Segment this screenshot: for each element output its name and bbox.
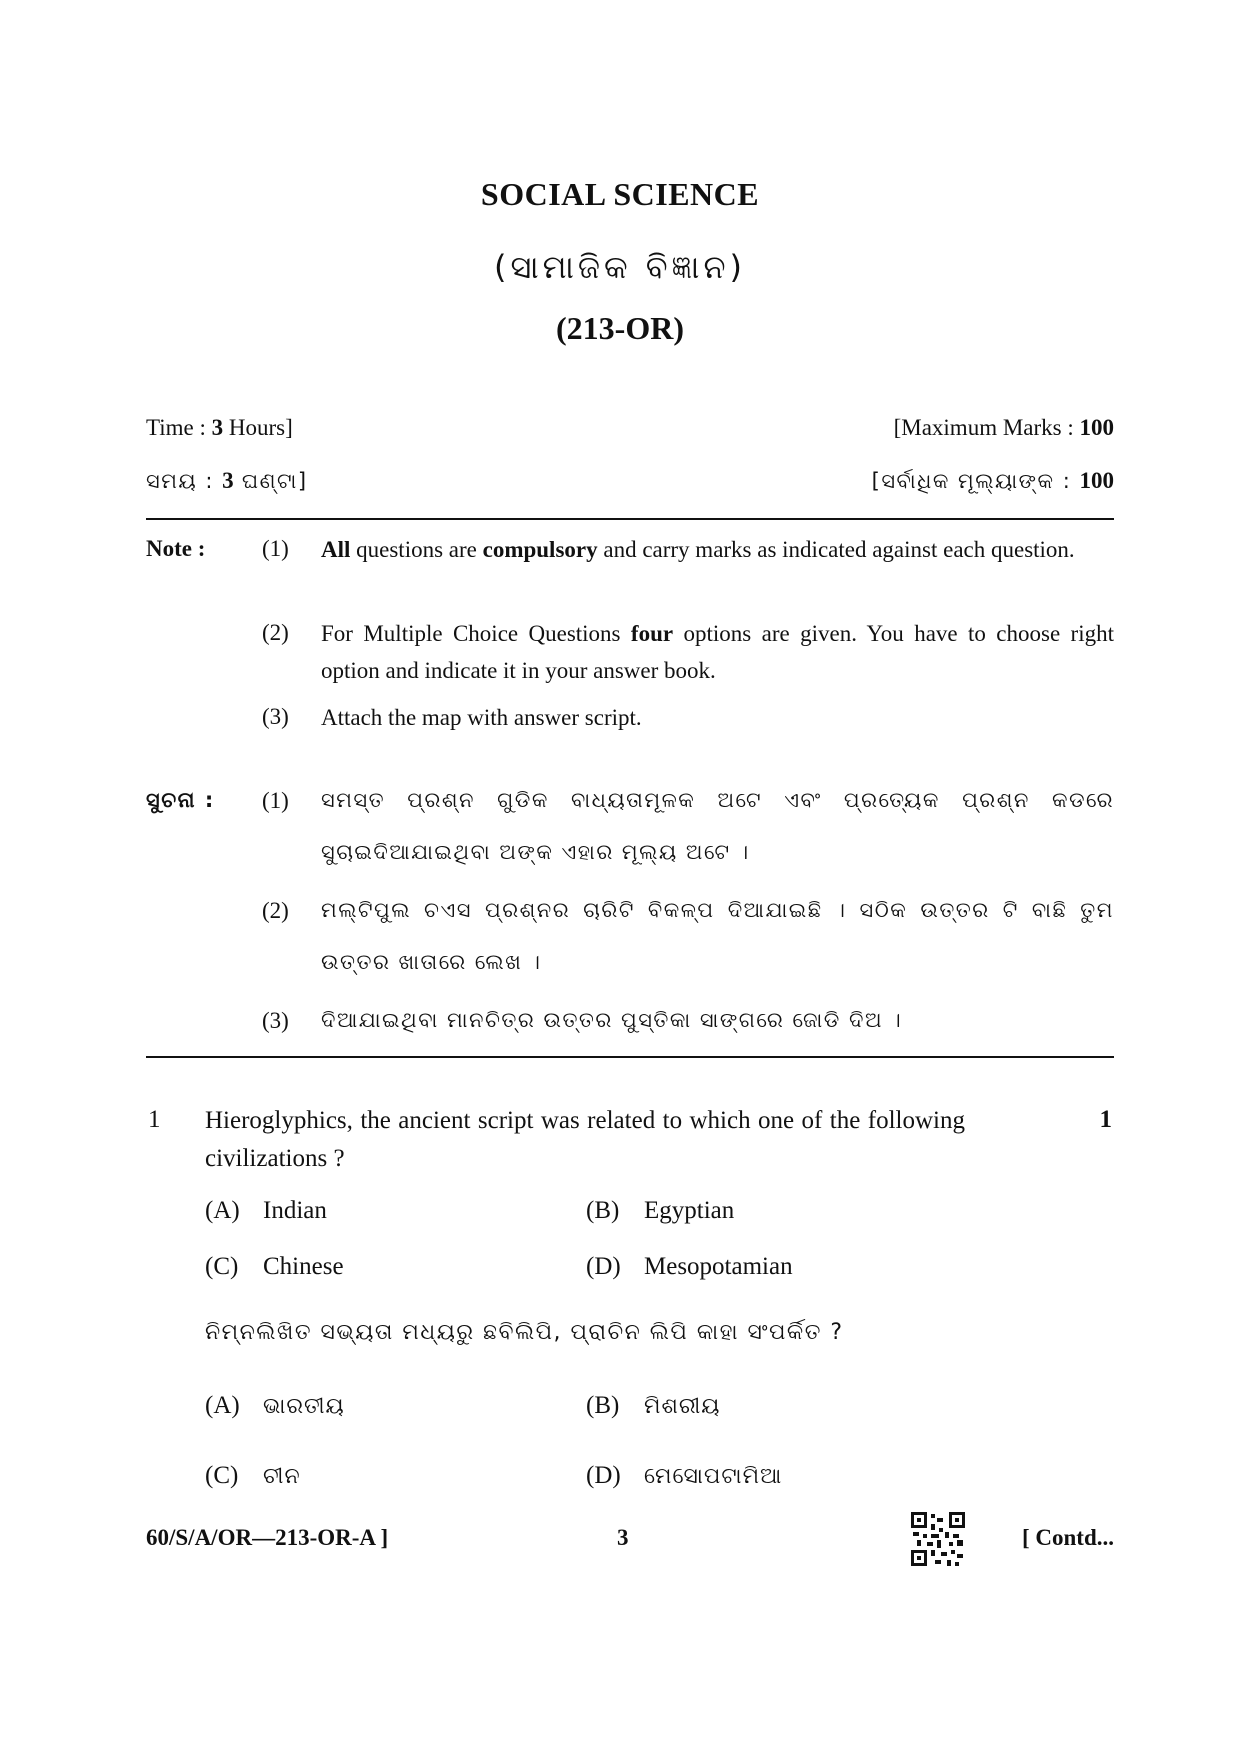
note-item-1: All questions are compulsory and carry marks as indicated against each question.: [321, 537, 1075, 562]
note-odia-item-2: ମଲ୍ଟିପୁଲ ଚଏସ ପ୍ରଶ୍ନର ଚାରିଟି ବିକଳ୍ପ ଦିଆଯାଇଛି । ସଠିକ ଉତ୍ତର ଟି ବାଛି ତୁମ ଉତ୍ତର ଖାତାରେ ଲେଖ ।: [321, 898, 1114, 974]
note-label: Note :: [146, 536, 206, 561]
note-item-3: Attach the map with answer script.: [321, 705, 642, 730]
question-marks: 1: [1099, 1106, 1112, 1133]
note-item-2: For Multiple Choice Questions four options are given. You have to choose right option and indicate it in your answer book.: [321, 621, 1114, 683]
question-text: Hieroglyphics, the ancient script was related to which one of the following civilizations ?: [205, 1107, 965, 1172]
option-b-odia[interactable]: (B) ମିଶରୀୟ: [586, 1392, 721, 1419]
max-marks-or: [ସର୍ବାଧିକ ମୂଲ୍ୟାଙ୍କ : 100: [871, 468, 1114, 493]
note-num: (3): [262, 1008, 289, 1033]
paper-code: 60/S/A/OR—213-OR-A ]: [146, 1525, 389, 1550]
qr-code-icon: [911, 1512, 965, 1566]
page-number: 3: [617, 1525, 629, 1550]
time-en: Time : 3 Hours]: [146, 415, 293, 440]
question-number: 1: [148, 1106, 161, 1133]
page-title: SOCIAL SCIENCE: [480, 176, 760, 212]
continued-label: [ Contd...: [1021, 1525, 1114, 1550]
note-odia-item-3: ଦିଆଯାଇଥିବା ମାନଚିତ୍ର ଉତ୍ତର ପୁସ୍ତିକା ସାଙ୍ଗରେ ଜୋଡି ଦିଅ ।: [321, 1008, 903, 1032]
note-num: (2): [262, 898, 289, 923]
note-odia-item-1: ସମସ୍ତ ପ୍ରଶ୍ନ ଗୁଡିକ ବାଧ୍ୟତାମୂଳକ ଅଟେ ଏବଂ ପ୍ରତ୍ୟେକ ପ୍ରଶ୍ନ କଡରେ ସୁଚାଇଦିଆଯାଇଥିବା ଅଙ୍କ ଏହାର ମୂଲ୍ୟ ଅଟେ ।: [321, 788, 1114, 864]
max-marks-en: [Maximum Marks : 100: [893, 415, 1114, 440]
page-title-odia: (ସାମାଜିକ ବିଜ୍ଞାନ): [494, 248, 746, 286]
note-num: (1): [262, 536, 289, 561]
option-d-odia[interactable]: (D) ମେସୋପଟାମିଆ: [586, 1462, 783, 1489]
time-or: ସମୟ : 3 ଘଣ୍ଟା]: [146, 468, 308, 493]
note-num: (2): [262, 620, 289, 645]
note-num: (1): [262, 788, 289, 813]
divider-bottom: [146, 1056, 1114, 1058]
option-d[interactable]: (D) Mesopotamian: [586, 1253, 793, 1280]
option-b[interactable]: (B) Egyptian: [586, 1197, 735, 1224]
note-num: (3): [262, 704, 289, 729]
note-label-odia: ସୁଚନା :: [146, 788, 215, 812]
option-a-odia[interactable]: (A) ଭାରତୀୟ: [205, 1392, 345, 1419]
question-text-odia: ନିମ୍ନଲିଖିତ ସଭ୍ୟତା ମଧ୍ୟରୁ ଛବିଲିପି, ପ୍ରାଚିନ ଲିପି କାହା ସଂପର୍କିତ ?: [205, 1320, 844, 1345]
option-c[interactable]: (C) Chinese: [205, 1253, 344, 1280]
divider-top: [146, 518, 1114, 520]
subject-code: (213-OR): [556, 310, 684, 346]
option-a[interactable]: (A) Indian: [205, 1197, 327, 1224]
option-c-odia[interactable]: (C) ଚୀନ: [205, 1462, 301, 1489]
